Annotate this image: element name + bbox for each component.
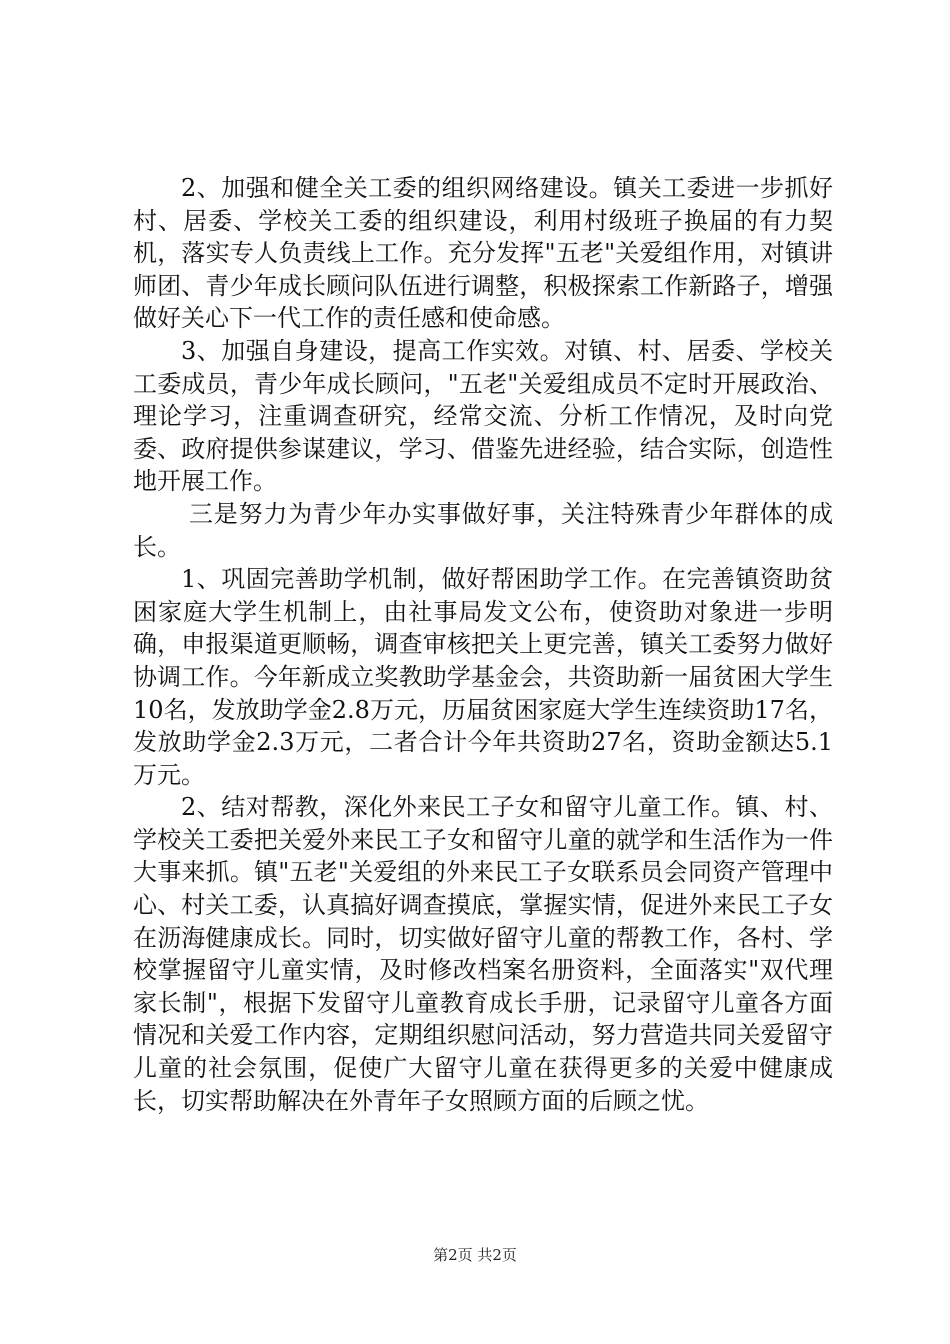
paragraph-org-network: 2、加强和健全关工委的组织网络建设。镇关工委进一步抓好村、居委、学校关工委的组织建设，利用村级班子换届的有力契机，落实专人负责线上工作。充分发挥"五老"关爱组作用，对镇讲师团、青少年成长顾问队伍进行调整，积极探索工作新路子，增强做好关心下一代工作的责任感和使命感。	[133, 174, 833, 333]
paragraph-left-behind-children: 2、结对帮教，深化外来民工子女和留守儿童工作。镇、村、学校关工委把关爱外来民工子女和留守儿童的就学和生活作为一件大事来抓。镇"五老"关爱组的外来民工子女联系员会同资产管理中心、村关工委，认真搞好调查摸底，掌握实情，促进外来民工子女在沥海健康成长。同时，切实做好留守儿童的帮教工作，各村、学校掌握留守儿童实情，及时修改档案名册资料，全面落实"双代理家长制"，根据下发留守儿童教育成长手册，记录留守儿童各方面情况和关爱工作内容，定期组织慰问活动，努力营造共同关爱留守儿童的社会氛围，促使广大留守儿童在获得更多的关爱中健康成长，切实帮助解决在外青年子女照顾方面的后顾之忧。	[133, 793, 833, 1115]
page-footer: 第2页 共2页	[433, 1246, 517, 1264]
paragraph-section-three-heading: 三是努力为青少年办实事做好事，关注特殊青少年群体的成长。	[133, 499, 833, 561]
document-body	[133, 172, 833, 1117]
paragraph-student-aid: 1、巩固完善助学机制，做好帮困助学工作。在完善镇资助贫困家庭大学生机制上，由社事局发文公布，使资助对象进一步明确，申报渠道更顺畅，调查审核把关上更完善，镇关工委努力做好协调工作。今年新成立奖教助学基金会，共资助新一届贫困大学生10名，发放助学金2.8万元，历届贫困家庭大学生连续资助17名，发放助学金2.3万元，二者合计今年共资助27名，资助金额达5.1万元。	[133, 565, 833, 789]
paragraph-self-building: 3、加强自身建设，提高工作实效。对镇、村、居委、学校关工委成员，青少年成长顾问，"五老"关爱组成员不定时开展政治、理论学习，注重调查研究，经常交流、分析工作情况，及时向党委、政府提供参谋建议，学习、借鉴先进经验，结合实际，创造性地开展工作。	[133, 336, 833, 496]
